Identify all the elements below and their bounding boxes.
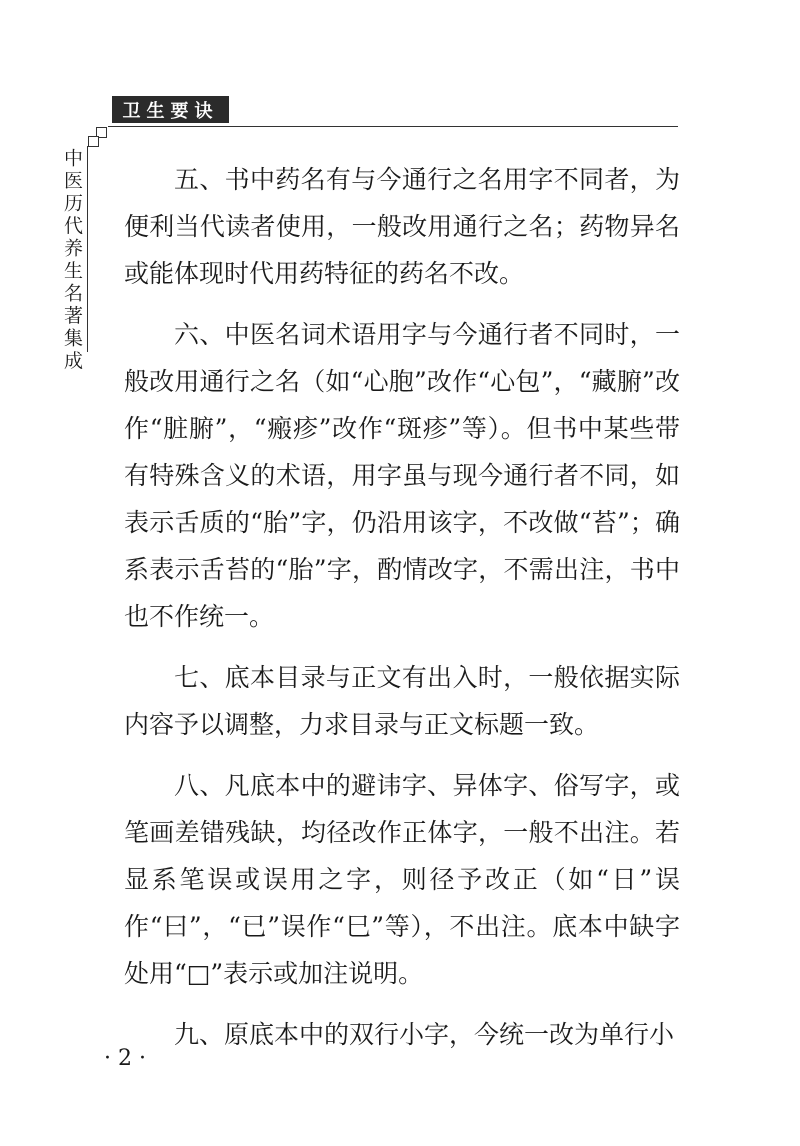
paragraph-9: 九、原底本中的双行小字，今统一改为单行小 [174,1020,675,1049]
page-number: · 2 · [104,1046,146,1071]
paragraph-8: 八、凡底本中的避讳字、异体字、俗写字，或笔画差错残缺，均径改作正体字，一般不出注。若显系笔误或误用之字，则径予改正（如“日”误作“曰”，“已”误作“巳”等），不出注。底本中缺字处用“□”表示或加注说明。 [124,771,680,988]
book-title-tab: 卫生要诀 [112,96,229,123]
series-title-vertical: 中医历代养生名著集成 [61,148,83,373]
body-text [124,156,680,1072]
paragraph-7: 七、底本目录与正文有出入时，一般依据实际内容予以调整，力求目录与正文标题一致。 [124,663,680,739]
header-rule [108,126,678,127]
sidebar-rule [87,146,88,352]
paragraph-5: 五、书中药名有与今通行之名用字不同者，为便利当代读者使用，一般改用通行之名；药物异名或能体现时代用药特征的药名不改。 [124,165,680,288]
corner-ornament [88,136,99,147]
paragraph-6: 六、中医名词术语用字与今通行者不同时，一般改用通行之名（如“心胞”改作“心包”，“藏腑”改作“脏腑”，“瘢疹”改作“斑疹”等）。但书中某些带有特殊含义的术语，用字虽与现今通行者不同，如表示舌质的“胎”字，仍沿用该字，不改做“苔”；确系表示舌苔的“胎”字，酌情改字，不需出注，书中也不作统一。 [124,320,680,631]
